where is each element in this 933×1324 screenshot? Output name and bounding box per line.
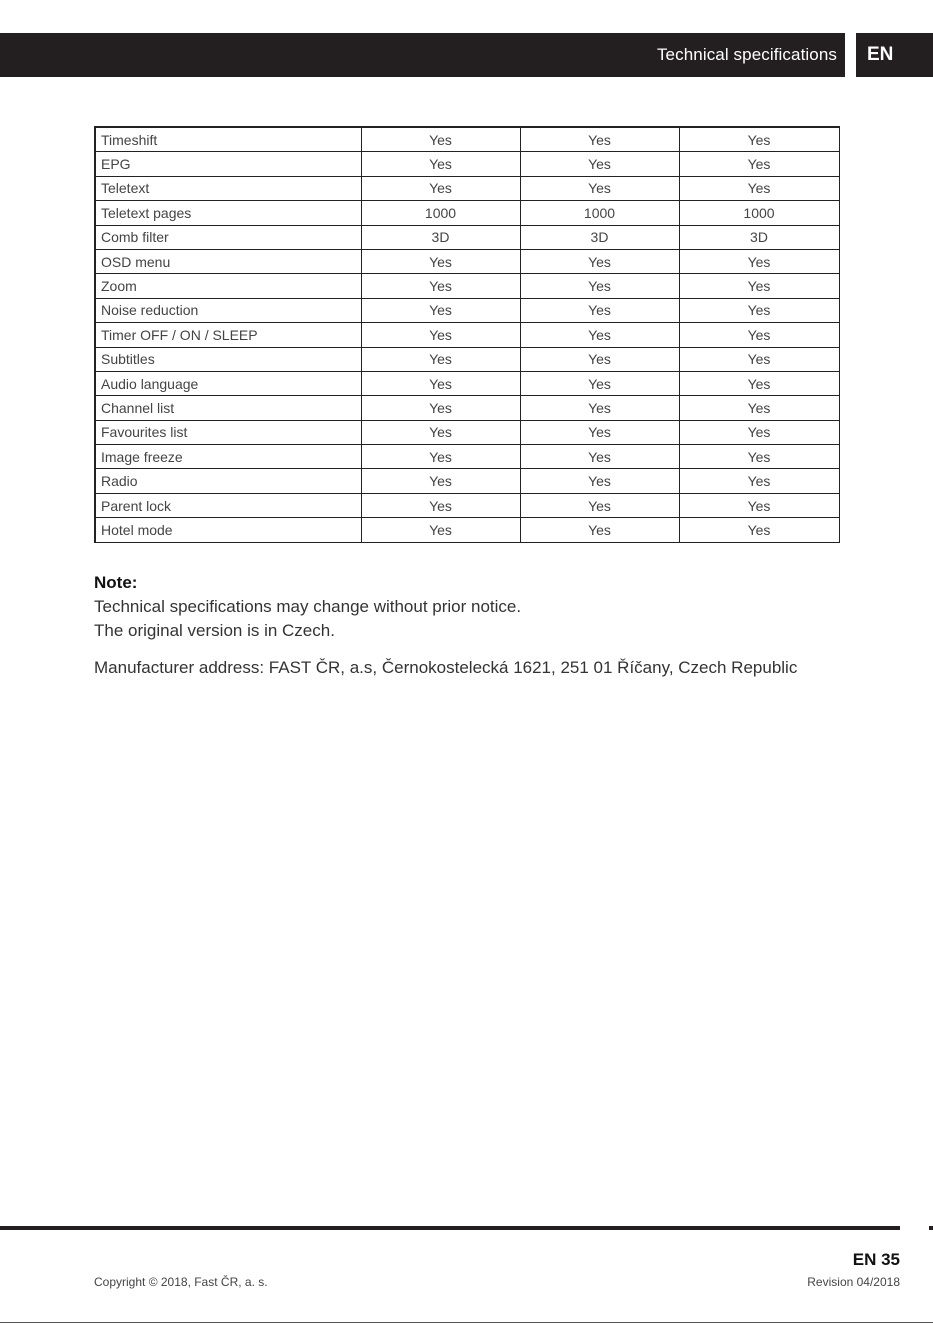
feature-cell: Comb filter — [95, 225, 361, 249]
footer-divider-end — [929, 1226, 933, 1230]
value-cell: Yes — [361, 371, 520, 395]
feature-cell: Timeshift — [95, 127, 361, 152]
feature-cell: Parent lock — [95, 493, 361, 517]
table-row — [95, 298, 839, 322]
value-cell: Yes — [520, 518, 679, 542]
feature-cell: Teletext — [95, 176, 361, 200]
table-row — [95, 225, 839, 249]
value-cell: Yes — [520, 176, 679, 200]
value-cell: Yes — [361, 127, 520, 152]
footer-divider — [0, 1226, 900, 1230]
value-cell: Yes — [679, 371, 839, 395]
table-row — [95, 445, 839, 469]
table-row — [95, 469, 839, 493]
feature-cell: OSD menu — [95, 249, 361, 273]
table-row — [95, 347, 839, 371]
value-cell: 3D — [679, 225, 839, 249]
value-cell: Yes — [679, 420, 839, 444]
value-cell: Yes — [679, 469, 839, 493]
feature-cell: Zoom — [95, 274, 361, 298]
value-cell: Yes — [520, 493, 679, 517]
value-cell: Yes — [679, 347, 839, 371]
value-cell: Yes — [679, 396, 839, 420]
value-cell: Yes — [520, 298, 679, 322]
bottom-rule — [0, 1322, 933, 1323]
value-cell: Yes — [679, 249, 839, 273]
table-row — [95, 152, 839, 176]
value-cell: 1000 — [520, 201, 679, 225]
value-cell: Yes — [520, 420, 679, 444]
specifications-table — [94, 126, 840, 543]
value-cell: Yes — [520, 323, 679, 347]
feature-cell: Image freeze — [95, 445, 361, 469]
value-cell: Yes — [679, 274, 839, 298]
value-cell: Yes — [679, 127, 839, 152]
value-cell: Yes — [679, 152, 839, 176]
table-row — [95, 249, 839, 273]
value-cell: Yes — [679, 323, 839, 347]
table-row — [95, 201, 839, 225]
table-row — [95, 323, 839, 347]
value-cell: Yes — [679, 445, 839, 469]
value-cell: Yes — [361, 176, 520, 200]
value-cell: Yes — [679, 493, 839, 517]
feature-cell: Hotel mode — [95, 518, 361, 542]
note-line: Technical specifications may change without prior notice. — [94, 597, 522, 616]
table-row — [95, 396, 839, 420]
table-row — [95, 127, 839, 152]
feature-cell: Noise reduction — [95, 298, 361, 322]
value-cell: Yes — [361, 274, 520, 298]
note-line: The original version is in Czech. — [94, 621, 335, 640]
value-cell: Yes — [361, 469, 520, 493]
value-cell: Yes — [520, 347, 679, 371]
language-badge — [856, 33, 933, 77]
revision: Revision 04/2018 — [807, 1275, 900, 1289]
table-row — [95, 176, 839, 200]
value-cell: Yes — [361, 445, 520, 469]
feature-cell: EPG — [95, 152, 361, 176]
value-cell: Yes — [361, 396, 520, 420]
value-cell: Yes — [520, 274, 679, 298]
value-cell: Yes — [361, 152, 520, 176]
table-row — [95, 274, 839, 298]
value-cell: Yes — [361, 493, 520, 517]
value-cell: Yes — [361, 420, 520, 444]
header-bar — [0, 33, 845, 77]
feature-cell: Timer OFF / ON / SLEEP — [95, 323, 361, 347]
value-cell: Yes — [520, 396, 679, 420]
value-cell: Yes — [361, 298, 520, 322]
table-row — [95, 493, 839, 517]
feature-cell: Channel list — [95, 396, 361, 420]
language-label: EN — [867, 44, 894, 65]
value-cell: Yes — [520, 249, 679, 273]
value-cell: Yes — [520, 152, 679, 176]
section-title: Technical specifications — [656, 45, 837, 64]
value-cell: Yes — [679, 176, 839, 200]
feature-cell: Favourites list — [95, 420, 361, 444]
value-cell: 1000 — [361, 201, 520, 225]
feature-cell: Audio language — [95, 371, 361, 395]
value-cell: Yes — [520, 127, 679, 152]
value-cell: Yes — [679, 518, 839, 542]
value-cell: Yes — [361, 249, 520, 273]
table-row — [95, 371, 839, 395]
value-cell: Yes — [520, 371, 679, 395]
value-cell: 3D — [520, 225, 679, 249]
table-row — [95, 518, 839, 542]
value-cell: 3D — [361, 225, 520, 249]
value-cell: Yes — [361, 323, 520, 347]
manufacturer-address: Manufacturer address: FAST ČR, a.s, Černokostelecká 1621, 251 01 Říčany, Czech Republic — [94, 658, 798, 677]
note-heading: Note: — [94, 573, 138, 592]
copyright: Copyright © 2018, Fast ČR, a. s. — [94, 1275, 268, 1289]
feature-cell: Subtitles — [95, 347, 361, 371]
page-number: EN 35 — [852, 1250, 900, 1269]
value-cell: Yes — [520, 469, 679, 493]
value-cell: Yes — [679, 298, 839, 322]
value-cell: Yes — [361, 518, 520, 542]
feature-cell: Teletext pages — [95, 201, 361, 225]
table-row — [95, 420, 839, 444]
feature-cell: Radio — [95, 469, 361, 493]
value-cell: 1000 — [679, 201, 839, 225]
value-cell: Yes — [361, 347, 520, 371]
value-cell: Yes — [520, 445, 679, 469]
